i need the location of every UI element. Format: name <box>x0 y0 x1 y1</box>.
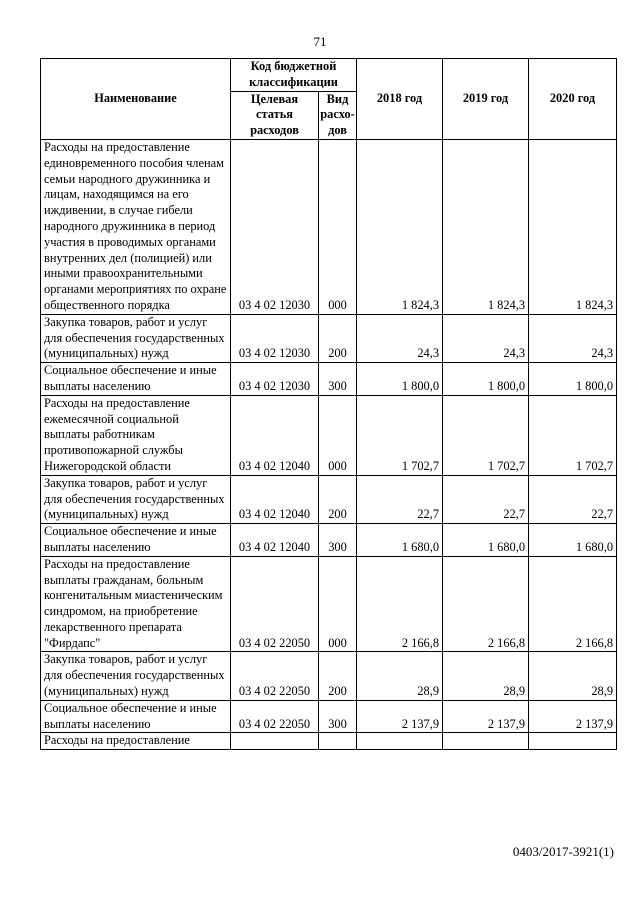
row-value-2018: 24,3 <box>357 314 443 362</box>
row-value-2018: 1 800,0 <box>357 363 443 396</box>
row-target-code: 03 4 02 12040 <box>231 524 319 557</box>
row-name: Социальное обеспечение и иные выплаты населению <box>41 524 231 557</box>
row-name: Расходы на предоставление ежемесячной социальной выплаты работникам противопожарной службы Нижегородской области <box>41 395 231 475</box>
table-row <box>41 652 617 700</box>
table-row <box>41 363 617 396</box>
table-row <box>41 556 617 652</box>
table-row <box>41 524 617 557</box>
row-value-2020: 2 137,9 <box>529 700 617 733</box>
row-value-2019 <box>443 733 529 750</box>
document-code: 0403/2017-3921(1) <box>512 844 614 859</box>
row-value-2020: 1 800,0 <box>529 363 617 396</box>
row-expense-type: 000 <box>319 556 357 652</box>
row-value-2018: 2 166,8 <box>357 556 443 652</box>
row-value-2019: 1 702,7 <box>443 395 529 475</box>
row-expense-type <box>319 733 357 750</box>
row-name: Закупка товаров, работ и услуг для обеспечения государственных (муниципальных) нужд <box>41 652 231 700</box>
row-name: Расходы на предоставление <box>41 733 231 750</box>
row-expense-type: 200 <box>319 314 357 362</box>
table-row <box>41 395 617 475</box>
header-name: Наименование <box>41 59 231 140</box>
row-value-2020 <box>529 733 617 750</box>
row-name: Социальное обеспечение и иные выплаты населению <box>41 700 231 733</box>
row-target-code: 03 4 02 12040 <box>231 475 319 523</box>
row-target-code: 03 4 02 12030 <box>231 139 319 314</box>
row-value-2018: 2 137,9 <box>357 700 443 733</box>
row-value-2018: 22,7 <box>357 475 443 523</box>
row-expense-type: 300 <box>319 700 357 733</box>
row-value-2019: 2 137,9 <box>443 700 529 733</box>
page-number: 71 <box>313 34 327 49</box>
row-expense-type: 000 <box>319 139 357 314</box>
table-body <box>41 139 617 749</box>
row-name: Закупка товаров, работ и услуг для обеспечения государственных (муниципальных) нужд <box>41 475 231 523</box>
row-value-2019: 1 800,0 <box>443 363 529 396</box>
row-value-2020: 28,9 <box>529 652 617 700</box>
row-value-2019: 24,3 <box>443 314 529 362</box>
row-name: Расходы на предоставление единовременного пособия членам семьи народного дружинника и лицам, находящимся на его иждивении, в случае гибели народного дружинника в период участия в проводимых органами внутренних дел (полицией) или иными правоохранительными органами мероприятиях по охране общественного порядка <box>41 139 231 314</box>
row-target-code: 03 4 02 12030 <box>231 363 319 396</box>
header-2019: 2019 год <box>443 59 529 140</box>
row-target-code: 03 4 02 12030 <box>231 314 319 362</box>
table-row <box>41 139 617 314</box>
row-target-code: 03 4 02 22050 <box>231 652 319 700</box>
budget-table <box>40 58 617 750</box>
row-expense-type: 200 <box>319 652 357 700</box>
header-code-group: Код бюджетной классификации <box>231 59 357 92</box>
row-value-2020: 22,7 <box>529 475 617 523</box>
row-value-2020: 1 824,3 <box>529 139 617 314</box>
row-target-code <box>231 733 319 750</box>
row-value-2020: 1 680,0 <box>529 524 617 557</box>
row-expense-type: 200 <box>319 475 357 523</box>
row-value-2020: 2 166,8 <box>529 556 617 652</box>
row-value-2020: 24,3 <box>529 314 617 362</box>
row-value-2020: 1 702,7 <box>529 395 617 475</box>
row-value-2019: 2 166,8 <box>443 556 529 652</box>
table-row <box>41 733 617 750</box>
row-value-2018: 1 680,0 <box>357 524 443 557</box>
row-expense-type: 300 <box>319 363 357 396</box>
header-2020: 2020 год <box>529 59 617 140</box>
table-row <box>41 475 617 523</box>
row-expense-type: 000 <box>319 395 357 475</box>
row-target-code: 03 4 02 12040 <box>231 395 319 475</box>
header-expense-type: Вид расхо-дов <box>319 91 357 139</box>
row-target-code: 03 4 02 22050 <box>231 556 319 652</box>
row-value-2018: 1 824,3 <box>357 139 443 314</box>
row-name: Социальное обеспечение и иные выплаты населению <box>41 363 231 396</box>
row-name: Закупка товаров, работ и услуг для обеспечения государственных (муниципальных) нужд <box>41 314 231 362</box>
row-value-2018: 1 702,7 <box>357 395 443 475</box>
row-value-2019: 22,7 <box>443 475 529 523</box>
row-value-2019: 1 824,3 <box>443 139 529 314</box>
row-expense-type: 300 <box>319 524 357 557</box>
header-2018: 2018 год <box>357 59 443 140</box>
header-target-article: Целевая статья расходов <box>231 91 319 139</box>
row-value-2019: 1 680,0 <box>443 524 529 557</box>
table-row <box>41 700 617 733</box>
row-value-2019: 28,9 <box>443 652 529 700</box>
table-row <box>41 314 617 362</box>
row-target-code: 03 4 02 22050 <box>231 700 319 733</box>
row-value-2018: 28,9 <box>357 652 443 700</box>
row-name: Расходы на предоставление выплаты гражданам, больным конгенитальным миастеническим синдромом, на приобретение лекарственного препарата "Фирдапс" <box>41 556 231 652</box>
row-value-2018 <box>357 733 443 750</box>
